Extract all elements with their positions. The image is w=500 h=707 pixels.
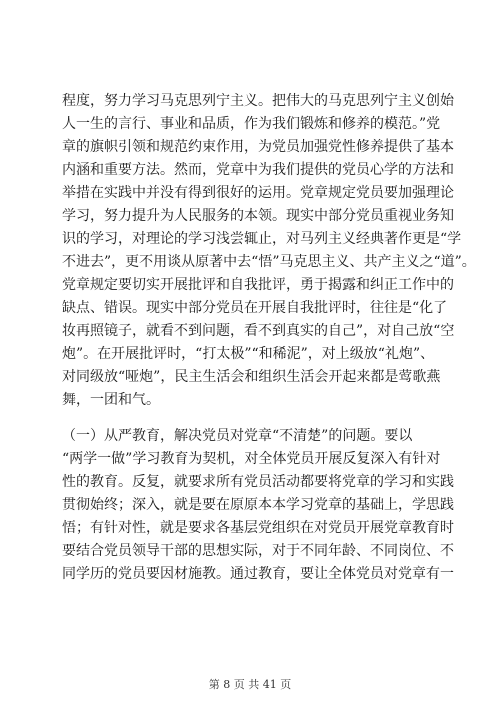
text-line: 党章规定要切实开展批评和自我批评，勇于揭露和纠正工作中的 — [62, 277, 454, 293]
text-line: 舞，一团和气。 — [62, 392, 160, 408]
text-line: 识的学习，对理论的学习浅尝辄止，对马列主义经典著作更是“学 — [62, 231, 462, 247]
text-line: 同学历的党员要因材施教。通过教育，要让全体党员对党章有一 — [62, 566, 454, 582]
text-line: 程度，努力学习马克思列宁主义。把伟大的马克思列宁主义创始 — [62, 93, 454, 109]
paragraph-1 — [62, 90, 476, 412]
text-line: 不进去”，更不用谈从原著中去“悟”马克思主义、共产主义之“道”。 — [62, 254, 476, 270]
page-number-footer: 第 8 页 共 41 页 — [208, 678, 292, 691]
text-line: 人一生的言行、事业和品质，作为我们锻炼和修养的模范。”党 — [62, 116, 441, 132]
text-line: 章的旗帜引领和规范约束作用，为党员加强党性修养提供了基本 — [62, 139, 454, 155]
text-line: 内涵和重要方法。然而，党章中为我们提供的党员心学的方法和 — [62, 162, 454, 178]
text-line: 举措在实践中并没有得到很好的运用。党章规定党员要加强理论 — [62, 185, 454, 201]
text-line: 悟；有针对性，就是要求各基层党组织在对党员开展党章教育时 — [62, 520, 454, 536]
text-line: 性的教育。反复，就要求所有党员活动都要将党章的学习和实践 — [62, 474, 454, 490]
text-line: “两学一做”学习教育为契机，对全体党员开展反复深入有针对 — [62, 451, 441, 467]
text-line: 要结合党员领导干部的思想实际，对于不同年龄、不同岗位、不 — [62, 543, 454, 559]
text-line: 妆再照镜子，就看不到问题，看不到真实的自己”，对自己放“空 — [62, 323, 455, 339]
text-line: 炮”。在开展批评时，“打太极”“和稀泥”，对上级放“礼炮”、 — [62, 346, 435, 362]
text-line: （一）从严教育，解决党员对党章“不清楚”的问题。要以 — [62, 428, 413, 444]
text-line: 缺点、错误。现实中部分党员在开展自我批评时，往往是“化了 — [62, 300, 448, 316]
text-line: 贯彻始终；深入，就是要在原原本本学习党章的基础上，学思践 — [62, 497, 454, 513]
text-line: 对同级放“哑炮”，民主生活会和组织生活会开起来都是莺歌燕 — [62, 369, 441, 385]
paragraph-2 — [62, 425, 454, 586]
text-line: 学习，努力提升为人民服务的本领。现实中部分党员重视业务知 — [62, 208, 454, 224]
